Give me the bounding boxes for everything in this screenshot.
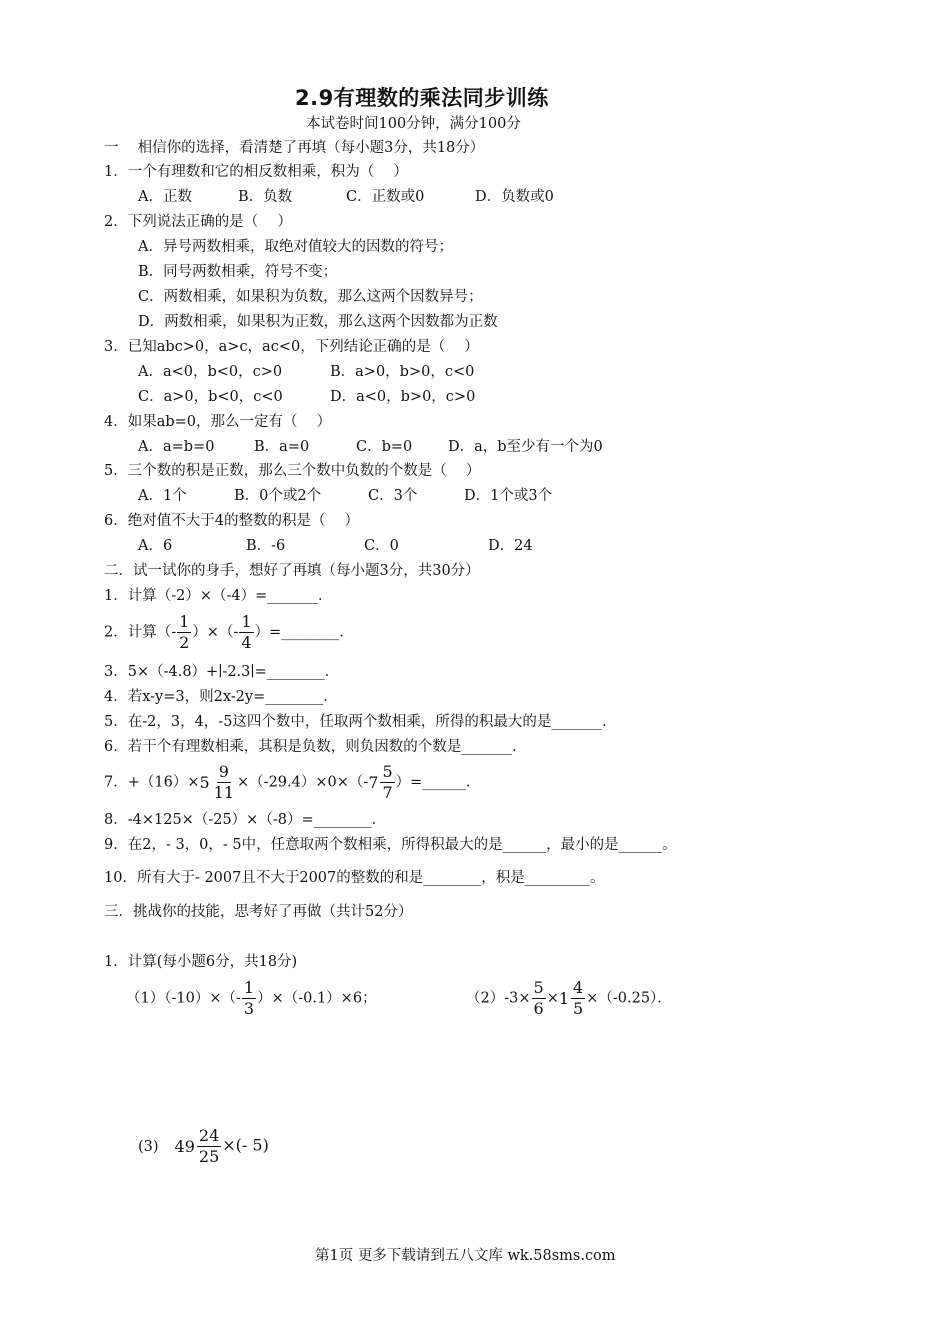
s1-q6-option-a: A．6 [138, 538, 173, 554]
s2-q6: 6．若干个有理数相乘，其积是负数，则负因数的个数是_______． [104, 739, 527, 755]
s2-q7 [104, 762, 480, 803]
s1-q1-option-d: D．负数或0 [475, 189, 554, 205]
page-title: 2.9有理数的乘法同步训练 [295, 86, 549, 110]
s1-q2-stem: 2．下列说法正确的是（ ） [104, 214, 292, 230]
s1-q2-option-d: D．两数相乘，如果积为正数，那么这两个因数都为正数 [138, 314, 498, 330]
s1-q3-option-b: B．a>0，b>0，c<0 [330, 364, 475, 380]
s3-problem-1: （1）（-10）×（- $\frac{1}{3}$ ）×（-0.1）×6； [126, 978, 377, 1018]
mixed-number: 1 4 5 [558, 978, 584, 1018]
s1-q6-option-d: D．24 [488, 538, 533, 554]
s1-q4-option-c: C．b=0 [356, 439, 413, 455]
s1-q6-option-c: C．0 [364, 538, 399, 554]
s3-problem-2: （2）-3× $\frac{5}{6}$ × 1 4 5 ×（-0.25）． [466, 978, 672, 1018]
s1-q4-option-d: D．a，b至少有一个为0 [448, 439, 603, 455]
s1-q5-stem: 5．三个数的积是正数，那么三个数中负数的个数是（ ） [104, 463, 481, 479]
s2-q7-post: ）=______． [395, 774, 481, 791]
s1-q5-option-c: C．3个 [368, 488, 418, 504]
fraction: $\frac{1}{2}$ [179, 612, 190, 652]
s2-q1: 1．计算（-2）×（-4）=_______． [104, 588, 333, 604]
s1-q5-option-d: D．1个或3个 [464, 488, 553, 504]
s2-q8: 8．-4×125×（-25）×（-8）=________． [104, 812, 387, 828]
page-subtitle: 本试卷时间100分钟，满分100分 [306, 116, 521, 132]
s1-q1-stem: 1．一个有理数和它的相反数相乘，积为（ ） [104, 164, 408, 180]
s2-q9: 9．在2，- 3，0，- 5中，任意取两个数相乘，所得积最大的是______，最小的是______。 [104, 837, 677, 853]
s1-q4-option-a: A．a=b=0 [138, 439, 215, 455]
mixed-number: 5 9 11 [199, 762, 235, 802]
s1-q6-option-b: B．-6 [246, 538, 286, 554]
s1-q1-option-b: B．负数 [238, 189, 293, 205]
s2-q2 [104, 612, 354, 653]
s1-q3-option-c: C．a>0，b<0，c<0 [138, 389, 283, 405]
fraction: $\frac{5}{6}$ [533, 978, 544, 1018]
s2-q2-pre: 2．计算（- [104, 624, 177, 641]
s1-q3-stem: 3．已知abc>0，a>c，ac<0，下列结论正确的是（ ） [104, 339, 479, 355]
s2-q5: 5．在-2，3，4，-5这四个数中，任取两个数相乘，所得的积最大的是_______． [104, 714, 617, 730]
section1-heading: 一 相信你的选择，看清楚了再填（每小题3分，共18分） [104, 140, 485, 156]
s1-q1-option-a: A．正数 [138, 189, 192, 205]
s1-q6-stem: 6．绝对值不大于4的整数的积是（ ） [104, 513, 360, 529]
s2-q4: 4．若x-y=3，则2x-2y=________． [104, 689, 338, 705]
fraction: $\frac{1}{3}$ [243, 978, 255, 1018]
section2-heading: 二．试一试你的身手，想好了再填（每小题3分，共30分） [104, 563, 480, 579]
s1-q2-option-b: B．同号两数相乘，符号不变； [138, 264, 338, 280]
s3-q1-heading: 1．计算(每小题6分，共18分) [104, 954, 298, 970]
s1-q1-option-c: C．正数或0 [346, 189, 425, 205]
s1-q3-option-a: A．a<0，b<0，c>0 [138, 364, 283, 380]
section3-heading: 三．挑战你的技能，思考好了再做（共计52分） [104, 904, 413, 920]
s1-q4-option-b: B．a=0 [254, 439, 310, 455]
s1-q5-option-b: B．0个或2个 [234, 488, 322, 504]
s1-q4-stem: 4．如果ab=0，那么一定有（ ） [104, 414, 332, 430]
s2-q7-pre: 7．+（16）× [104, 774, 200, 791]
s2-q3: 3．5×（-4.8）+∣-2.3∣=________． [104, 664, 340, 680]
page-footer: 第1页 更多下载请到五八文库 wk.58sms.com [315, 1248, 616, 1264]
s2-q2-post: ）=________． [254, 624, 354, 641]
mixed-number: 49 24 25 [174, 1126, 220, 1166]
s1-q5-option-a: A．1个 [138, 488, 187, 504]
s2-q7-mid: ×（-29.4）×0×（- [237, 774, 369, 791]
s2-q10: 10．所有大于- 2007且不大于2007的整数的和是________，积是_________。 [104, 870, 605, 886]
s1-q2-option-c: C．两数相乘，如果积为负数，那么这两个因数异号； [138, 289, 483, 305]
fraction: $\frac{1}{4}$ [241, 612, 252, 652]
s1-q3-option-d: D．a<0，b>0，c>0 [330, 389, 476, 405]
s1-q2-option-a: A．异号两数相乘，取绝对值较大的因数的符号； [138, 239, 453, 255]
s2-q2-mid: ）×（- [192, 624, 239, 641]
mixed-number: 7 5 7 [368, 762, 393, 802]
s3-problem-3: (3) 49 24 25 ×(- 5) [138, 1126, 269, 1166]
